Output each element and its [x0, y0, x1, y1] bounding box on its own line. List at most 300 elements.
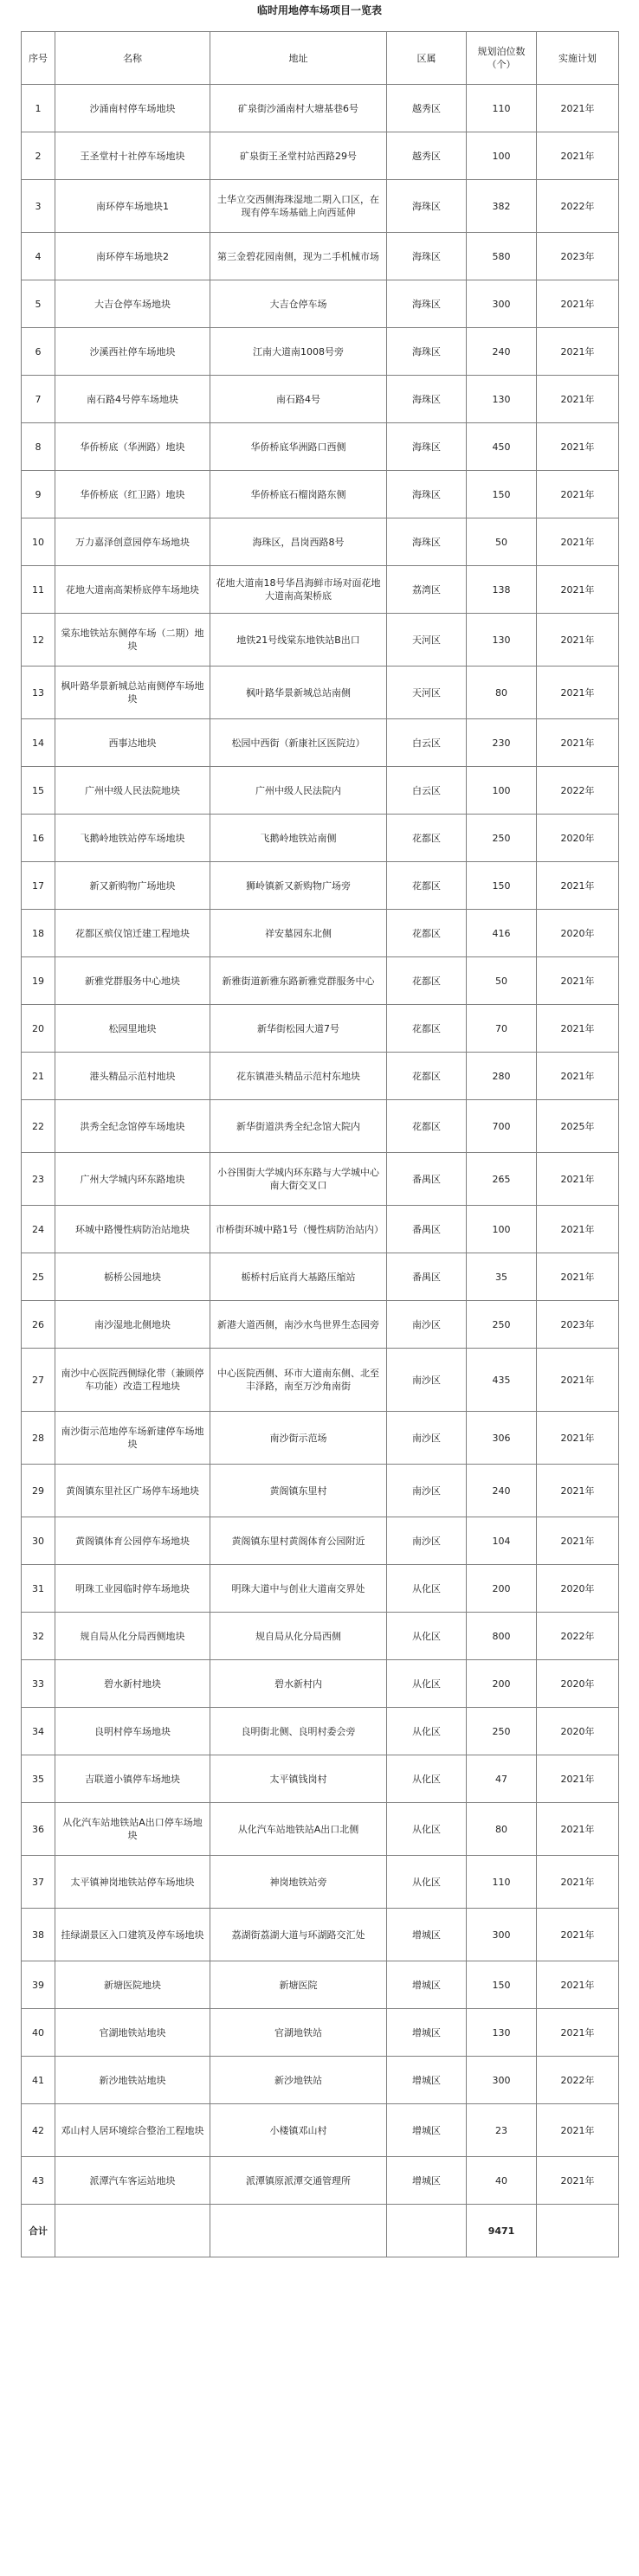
row-district: 从化区 — [387, 1755, 467, 1803]
total-blank-plan — [537, 2205, 619, 2257]
row-no: 27 — [22, 1349, 55, 1412]
row-spaces: 382 — [467, 180, 537, 233]
table-row — [22, 1856, 619, 1909]
row-plan: 2021年 — [537, 2157, 619, 2205]
row-address: 荔湖街荔湖大道与环湖路交汇处 — [210, 1909, 387, 1961]
row-district: 海珠区 — [387, 471, 467, 518]
row-plan: 2022年 — [537, 180, 619, 233]
row-address: 新华街松园大道7号 — [210, 1005, 387, 1053]
table-row — [22, 910, 619, 957]
row-address: 地铁21号线棠东地铁站B出口 — [210, 614, 387, 667]
row-name: 南环停车场地块2 — [55, 233, 210, 280]
row-address: 小谷围街大学城内环东路与大学城中心南大街交叉口 — [210, 1153, 387, 1206]
row-name: 良明村停车场地块 — [55, 1708, 210, 1755]
row-address: 碧水新村内 — [210, 1660, 387, 1708]
row-address: 太平镇钱岗村 — [210, 1755, 387, 1803]
row-plan: 2021年 — [537, 2104, 619, 2157]
row-address: 神岗地铁站旁 — [210, 1856, 387, 1909]
row-plan: 2021年 — [537, 1465, 619, 1517]
row-district: 番禺区 — [387, 1153, 467, 1206]
row-name: 碧水新村地块 — [55, 1660, 210, 1708]
row-spaces: 100 — [467, 767, 537, 815]
row-no: 17 — [22, 862, 55, 910]
row-spaces: 800 — [467, 1613, 537, 1660]
row-plan: 2020年 — [537, 1708, 619, 1755]
row-spaces: 100 — [467, 132, 537, 180]
row-name: 派潭汽车客运站地块 — [55, 2157, 210, 2205]
row-address: 矿泉街王圣堂村站西路29号 — [210, 132, 387, 180]
row-address: 新港大道西侧，南沙水鸟世界生态园旁 — [210, 1301, 387, 1349]
row-address: 狮岭镇新又新购物广场旁 — [210, 862, 387, 910]
table-row — [22, 132, 619, 180]
row-plan: 2021年 — [537, 132, 619, 180]
row-spaces: 416 — [467, 910, 537, 957]
row-no: 1 — [22, 85, 55, 132]
row-district: 从化区 — [387, 1565, 467, 1613]
row-name: 邓山村人居环境综合整治工程地块 — [55, 2104, 210, 2157]
row-district: 海珠区 — [387, 518, 467, 566]
row-plan: 2021年 — [537, 85, 619, 132]
row-no: 26 — [22, 1301, 55, 1349]
row-address: 花地大道南18号华昌海鲜市场对面花地大道南高架桥底 — [210, 566, 387, 614]
row-name: 南沙湿地北侧地块 — [55, 1301, 210, 1349]
row-plan: 2020年 — [537, 1660, 619, 1708]
row-address: 栃桥村后底肖大基路压缩站 — [210, 1253, 387, 1301]
row-address: 南石路4号 — [210, 376, 387, 423]
row-district: 增城区 — [387, 2057, 467, 2104]
row-plan: 2021年 — [537, 423, 619, 471]
table-row — [22, 1206, 619, 1253]
table-row — [22, 1465, 619, 1517]
row-spaces: 150 — [467, 471, 537, 518]
row-no: 30 — [22, 1517, 55, 1565]
row-plan: 2021年 — [537, 862, 619, 910]
table-row — [22, 2009, 619, 2057]
header-spaces: 规划泊位数（个） — [467, 32, 537, 85]
row-no: 14 — [22, 719, 55, 767]
table-row — [22, 1153, 619, 1206]
row-plan: 2025年 — [537, 1100, 619, 1153]
row-name: 吉联道小镇停车场地块 — [55, 1755, 210, 1803]
table-row — [22, 957, 619, 1005]
row-spaces: 50 — [467, 957, 537, 1005]
row-name: 棠东地铁站东侧停车场（二期）地块 — [55, 614, 210, 667]
row-no: 8 — [22, 423, 55, 471]
row-district: 增城区 — [387, 2157, 467, 2205]
row-spaces: 265 — [467, 1153, 537, 1206]
row-no: 7 — [22, 376, 55, 423]
table-row — [22, 566, 619, 614]
row-no: 35 — [22, 1755, 55, 1803]
row-plan: 2021年 — [537, 1517, 619, 1565]
row-address: 飞鹅岭地铁站南侧 — [210, 815, 387, 862]
table-row — [22, 233, 619, 280]
row-district: 海珠区 — [387, 180, 467, 233]
row-plan: 2021年 — [537, 328, 619, 376]
row-address: 海珠区，昌岗西路8号 — [210, 518, 387, 566]
row-spaces: 110 — [467, 85, 537, 132]
row-name: 大吉仓停车场地块 — [55, 280, 210, 328]
table-row — [22, 1803, 619, 1856]
row-name: 新雅党群服务中心地块 — [55, 957, 210, 1005]
row-district: 花都区 — [387, 1053, 467, 1100]
row-address: 松园中西街（新康社区医院边） — [210, 719, 387, 767]
row-no: 33 — [22, 1660, 55, 1708]
row-address: 广州中级人民法院内 — [210, 767, 387, 815]
row-plan: 2021年 — [537, 1053, 619, 1100]
row-plan: 2022年 — [537, 2057, 619, 2104]
table-row — [22, 328, 619, 376]
row-address: 新雅街道新雅东路新雅党群服务中心 — [210, 957, 387, 1005]
row-plan: 2021年 — [537, 471, 619, 518]
row-name: 黄阁镇体育公园停车场地块 — [55, 1517, 210, 1565]
row-plan: 2021年 — [537, 1412, 619, 1465]
row-name: 港头精品示范村地块 — [55, 1053, 210, 1100]
row-no: 6 — [22, 328, 55, 376]
row-address: 祥安墓园东北侧 — [210, 910, 387, 957]
row-no: 25 — [22, 1253, 55, 1301]
row-no: 31 — [22, 1565, 55, 1613]
row-spaces: 435 — [467, 1349, 537, 1412]
row-spaces: 50 — [467, 518, 537, 566]
total-blank-name — [55, 2205, 210, 2257]
row-district: 海珠区 — [387, 328, 467, 376]
table-row — [22, 280, 619, 328]
row-no: 12 — [22, 614, 55, 667]
table-row — [22, 614, 619, 667]
table-row — [22, 1517, 619, 1565]
row-name: 广州大学城内环东路地块 — [55, 1153, 210, 1206]
total-row — [22, 2205, 619, 2257]
row-name: 南沙中心医院西侧绿化带（兼顾停车功能）改造工程地块 — [55, 1349, 210, 1412]
row-no: 10 — [22, 518, 55, 566]
row-no: 18 — [22, 910, 55, 957]
row-no: 13 — [22, 667, 55, 719]
row-address: 规自局从化分局西侧 — [210, 1613, 387, 1660]
row-name: 松园里地块 — [55, 1005, 210, 1053]
row-district: 南沙区 — [387, 1349, 467, 1412]
row-district: 从化区 — [387, 1708, 467, 1755]
table-row — [22, 518, 619, 566]
header-district: 区属 — [387, 32, 467, 85]
row-name: 新塘医院地块 — [55, 1961, 210, 2009]
row-address: 江南大道南1008号旁 — [210, 328, 387, 376]
table-row — [22, 1961, 619, 2009]
row-no: 38 — [22, 1909, 55, 1961]
row-name: 挂绿湖景区入口建筑及停车场地块 — [55, 1909, 210, 1961]
row-no: 3 — [22, 180, 55, 233]
table-row — [22, 1253, 619, 1301]
row-address: 从化汽车站地铁站A出口北侧 — [210, 1803, 387, 1856]
row-no: 16 — [22, 815, 55, 862]
row-name: 枫叶路华景新城总站南侧停车场地块 — [55, 667, 210, 719]
row-district: 天河区 — [387, 614, 467, 667]
row-address: 小楼镇邓山村 — [210, 2104, 387, 2157]
row-plan: 2021年 — [537, 1755, 619, 1803]
row-no: 19 — [22, 957, 55, 1005]
row-district: 花都区 — [387, 815, 467, 862]
row-district: 南沙区 — [387, 1301, 467, 1349]
table-row — [22, 667, 619, 719]
table-row — [22, 2157, 619, 2205]
row-plan: 2020年 — [537, 815, 619, 862]
row-district: 南沙区 — [387, 1465, 467, 1517]
row-spaces: 250 — [467, 815, 537, 862]
table-row — [22, 423, 619, 471]
row-name: 花地大道南高架桥底停车场地块 — [55, 566, 210, 614]
row-plan: 2021年 — [537, 1803, 619, 1856]
row-plan: 2022年 — [537, 767, 619, 815]
row-district: 从化区 — [387, 1660, 467, 1708]
row-no: 21 — [22, 1053, 55, 1100]
table-row — [22, 1660, 619, 1708]
table-row — [22, 862, 619, 910]
row-address: 官湖地铁站 — [210, 2009, 387, 2057]
row-name: 王圣堂村十社停车场地块 — [55, 132, 210, 180]
row-address: 黄阁镇东里村黄阁体育公园附近 — [210, 1517, 387, 1565]
row-spaces: 70 — [467, 1005, 537, 1053]
row-spaces: 40 — [467, 2157, 537, 2205]
row-plan: 2021年 — [537, 376, 619, 423]
row-name: 新沙地铁站地块 — [55, 2057, 210, 2104]
total-spaces: 9471 — [467, 2205, 537, 2257]
row-district: 花都区 — [387, 910, 467, 957]
row-no: 34 — [22, 1708, 55, 1755]
row-district: 天河区 — [387, 667, 467, 719]
row-spaces: 35 — [467, 1253, 537, 1301]
row-plan: 2021年 — [537, 1253, 619, 1301]
table-row — [22, 471, 619, 518]
row-address: 新华街道洪秀全纪念馆大院内 — [210, 1100, 387, 1153]
table-row — [22, 1301, 619, 1349]
row-name: 广州中级人民法院地块 — [55, 767, 210, 815]
row-name: 规自局从化分局西侧地块 — [55, 1613, 210, 1660]
row-no: 39 — [22, 1961, 55, 2009]
table-row — [22, 1053, 619, 1100]
row-name: 南石路4号停车场地块 — [55, 376, 210, 423]
table-row — [22, 1565, 619, 1613]
row-address: 市桥街环城中路1号（慢性病防治站内） — [210, 1206, 387, 1253]
row-name: 华侨桥底（华洲路）地块 — [55, 423, 210, 471]
row-address: 华侨桥底华洲路口西侧 — [210, 423, 387, 471]
row-name: 花都区殡仪馆迁建工程地块 — [55, 910, 210, 957]
row-no: 42 — [22, 2104, 55, 2157]
row-name: 栃桥公园地块 — [55, 1253, 210, 1301]
row-name: 从化汽车站地铁站A出口停车场地块 — [55, 1803, 210, 1856]
parking-project-table — [21, 31, 619, 2257]
row-plan: 2021年 — [537, 1961, 619, 2009]
row-district: 增城区 — [387, 1961, 467, 2009]
row-spaces: 130 — [467, 614, 537, 667]
row-no: 36 — [22, 1803, 55, 1856]
row-district: 南沙区 — [387, 1412, 467, 1465]
row-district: 番禺区 — [387, 1206, 467, 1253]
row-district: 越秀区 — [387, 132, 467, 180]
row-district: 从化区 — [387, 1856, 467, 1909]
row-spaces: 110 — [467, 1856, 537, 1909]
table-row — [22, 1755, 619, 1803]
row-district: 白云区 — [387, 767, 467, 815]
row-spaces: 23 — [467, 2104, 537, 2157]
row-no: 5 — [22, 280, 55, 328]
row-plan: 2021年 — [537, 719, 619, 767]
row-plan: 2021年 — [537, 518, 619, 566]
row-name: 官湖地铁站地块 — [55, 2009, 210, 2057]
row-spaces: 250 — [467, 1708, 537, 1755]
row-address: 南沙街示范场 — [210, 1412, 387, 1465]
row-plan: 2021年 — [537, 957, 619, 1005]
row-district: 海珠区 — [387, 280, 467, 328]
row-spaces: 300 — [467, 2057, 537, 2104]
row-address: 新沙地铁站 — [210, 2057, 387, 2104]
row-address: 良明街北侧、良明村委会旁 — [210, 1708, 387, 1755]
row-district: 增城区 — [387, 1909, 467, 1961]
row-district: 从化区 — [387, 1613, 467, 1660]
row-no: 28 — [22, 1412, 55, 1465]
table-row — [22, 2057, 619, 2104]
row-plan: 2023年 — [537, 233, 619, 280]
row-spaces: 300 — [467, 280, 537, 328]
row-no: 24 — [22, 1206, 55, 1253]
row-address: 第三金碧花园南侧，现为二手机械市场 — [210, 233, 387, 280]
row-district: 白云区 — [387, 719, 467, 767]
table-row — [22, 719, 619, 767]
row-no: 4 — [22, 233, 55, 280]
row-plan: 2021年 — [537, 1206, 619, 1253]
table-row — [22, 815, 619, 862]
row-no: 29 — [22, 1465, 55, 1517]
row-no: 40 — [22, 2009, 55, 2057]
header-address: 地址 — [210, 32, 387, 85]
table-row — [22, 1708, 619, 1755]
table-body — [22, 85, 619, 2205]
row-plan: 2020年 — [537, 910, 619, 957]
row-spaces: 306 — [467, 1412, 537, 1465]
table-row — [22, 767, 619, 815]
table-row — [22, 1412, 619, 1465]
row-district: 海珠区 — [387, 376, 467, 423]
row-spaces: 80 — [467, 1803, 537, 1856]
row-spaces: 580 — [467, 233, 537, 280]
row-no: 23 — [22, 1153, 55, 1206]
row-plan: 2021年 — [537, 1349, 619, 1412]
table-row — [22, 1100, 619, 1153]
row-name: 新又新购物广场地块 — [55, 862, 210, 910]
row-spaces: 240 — [467, 1465, 537, 1517]
row-district: 花都区 — [387, 1005, 467, 1053]
row-plan: 2021年 — [537, 566, 619, 614]
row-address: 派潭镇原派潭交通管理所 — [210, 2157, 387, 2205]
row-district: 花都区 — [387, 862, 467, 910]
row-spaces: 150 — [467, 1961, 537, 2009]
row-no: 41 — [22, 2057, 55, 2104]
row-spaces: 240 — [467, 328, 537, 376]
row-address: 黄阁镇东里村 — [210, 1465, 387, 1517]
row-name: 洪秀全纪念馆停车场地块 — [55, 1100, 210, 1153]
total-label: 合计 — [22, 2205, 55, 2257]
row-plan: 2022年 — [537, 1613, 619, 1660]
row-plan: 2020年 — [537, 1565, 619, 1613]
row-name: 西事达地块 — [55, 719, 210, 767]
row-spaces: 280 — [467, 1053, 537, 1100]
row-name: 黄阁镇东里社区广场停车场地块 — [55, 1465, 210, 1517]
row-district: 南沙区 — [387, 1517, 467, 1565]
row-address: 华侨桥底石榴岗路东侧 — [210, 471, 387, 518]
row-no: 20 — [22, 1005, 55, 1053]
row-name: 沙涌南村停车场地块 — [55, 85, 210, 132]
total-blank-address — [210, 2205, 387, 2257]
row-district: 越秀区 — [387, 85, 467, 132]
row-name: 万力嘉泽创意园停车场地块 — [55, 518, 210, 566]
header-plan: 实施计划 — [537, 32, 619, 85]
row-spaces: 200 — [467, 1660, 537, 1708]
row-address: 枫叶路华景新城总站南侧 — [210, 667, 387, 719]
row-district: 增城区 — [387, 2009, 467, 2057]
row-no: 22 — [22, 1100, 55, 1153]
row-address: 土华立交西侧海珠湿地二期入口区，在现有停车场基础上向西延伸 — [210, 180, 387, 233]
table-row — [22, 1005, 619, 1053]
row-spaces: 104 — [467, 1517, 537, 1565]
row-district: 番禺区 — [387, 1253, 467, 1301]
table-row — [22, 2104, 619, 2157]
row-plan: 2021年 — [537, 614, 619, 667]
row-spaces: 700 — [467, 1100, 537, 1153]
row-spaces: 450 — [467, 423, 537, 471]
row-spaces: 80 — [467, 667, 537, 719]
header-no: 序号 — [22, 32, 55, 85]
row-plan: 2021年 — [537, 1909, 619, 1961]
row-plan: 2021年 — [537, 1856, 619, 1909]
row-district: 花都区 — [387, 1100, 467, 1153]
row-district: 从化区 — [387, 1803, 467, 1856]
row-plan: 2023年 — [537, 1301, 619, 1349]
row-district: 海珠区 — [387, 233, 467, 280]
table-row — [22, 1613, 619, 1660]
row-no: 43 — [22, 2157, 55, 2205]
row-plan: 2021年 — [537, 280, 619, 328]
row-name: 沙溪西社停车场地块 — [55, 328, 210, 376]
row-spaces: 150 — [467, 862, 537, 910]
table-row — [22, 1349, 619, 1412]
row-spaces: 47 — [467, 1755, 537, 1803]
table-row — [22, 376, 619, 423]
row-address: 中心医院西侧、环市大道南东侧、北至丰泽路，南至万沙角南街 — [210, 1349, 387, 1412]
row-district: 荔湾区 — [387, 566, 467, 614]
row-name: 太平镇神岗地铁站停车场地块 — [55, 1856, 210, 1909]
row-address: 矿泉街沙涌南村大塘基巷6号 — [210, 85, 387, 132]
row-no: 37 — [22, 1856, 55, 1909]
row-spaces: 230 — [467, 719, 537, 767]
page-title: 临时用地停车场项目一览表 — [256, 4, 382, 16]
row-plan: 2021年 — [537, 1153, 619, 1206]
row-plan: 2021年 — [537, 1005, 619, 1053]
row-spaces: 130 — [467, 376, 537, 423]
row-no: 2 — [22, 132, 55, 180]
row-no: 9 — [22, 471, 55, 518]
row-name: 环城中路慢性病防治站地块 — [55, 1206, 210, 1253]
row-spaces: 100 — [467, 1206, 537, 1253]
table-header-row — [22, 32, 619, 85]
row-name: 华侨桥底（红卫路）地块 — [55, 471, 210, 518]
row-spaces: 250 — [467, 1301, 537, 1349]
total-blank-district — [387, 2205, 467, 2257]
row-no: 32 — [22, 1613, 55, 1660]
row-name: 明珠工业园临时停车场地块 — [55, 1565, 210, 1613]
row-plan: 2021年 — [537, 2009, 619, 2057]
row-name: 南环停车场地块1 — [55, 180, 210, 233]
row-spaces: 138 — [467, 566, 537, 614]
row-name: 飞鹅岭地铁站停车场地块 — [55, 815, 210, 862]
